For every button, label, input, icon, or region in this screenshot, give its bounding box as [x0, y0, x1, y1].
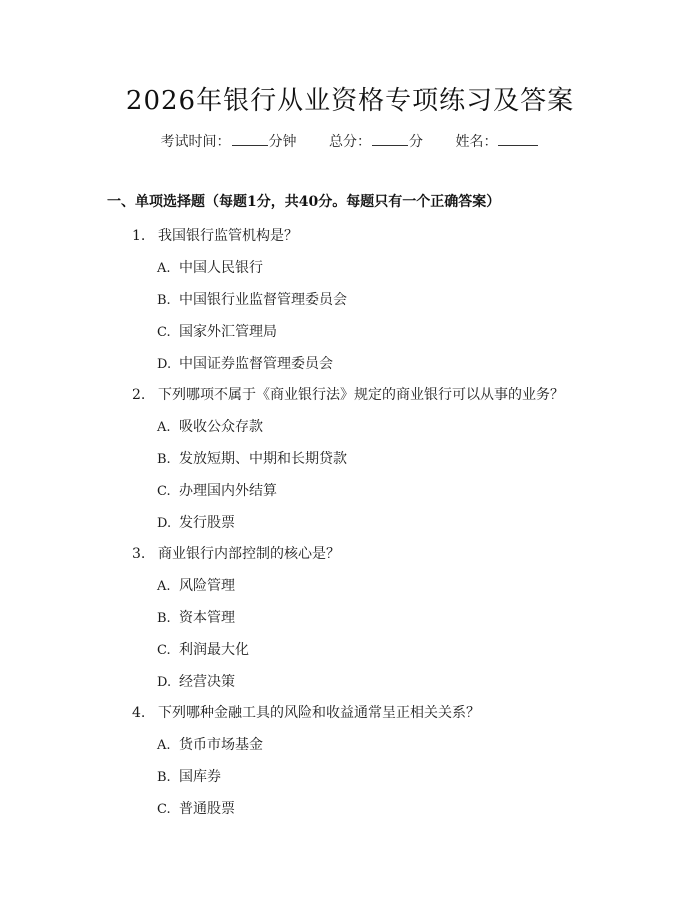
- option-text: 发放短期、中期和长期贷款: [179, 451, 347, 467]
- option-item: [157, 734, 263, 754]
- exam-time-unit: 分钟: [268, 134, 297, 150]
- exam-meta: [0, 131, 700, 151]
- question-text: 商业银行内部控制的核心是？: [158, 546, 340, 562]
- option-letter: A.: [157, 738, 171, 753]
- option-letter: A.: [157, 420, 171, 435]
- option-letter: A.: [157, 261, 171, 276]
- option-item: [157, 257, 263, 277]
- option-text: 风险管理: [179, 578, 235, 594]
- question-number: 4.: [132, 705, 146, 721]
- option-text: 普通股票: [179, 801, 235, 817]
- option-letter: B.: [157, 770, 171, 785]
- exam-time-blank: [232, 131, 268, 146]
- option-letter: C.: [157, 643, 171, 658]
- option-letter: C.: [157, 802, 171, 817]
- page-title: 2026年银行从业资格专项练习及答案: [125, 86, 575, 116]
- option-item: [157, 480, 277, 500]
- total-score-unit: 分: [409, 134, 423, 150]
- option-text: 国家外汇管理局: [179, 324, 277, 340]
- question-item: [132, 225, 298, 245]
- option-item: [157, 289, 347, 309]
- option-letter: A.: [157, 579, 171, 594]
- question-item: [132, 384, 564, 404]
- name-field: [455, 131, 539, 151]
- option-text: 资本管理: [179, 610, 235, 626]
- total-score-field: [329, 131, 423, 151]
- option-item: [157, 353, 333, 373]
- option-letter: C.: [157, 484, 171, 499]
- option-text: 中国银行业监督管理委员会: [179, 292, 347, 308]
- option-text: 国库券: [179, 769, 221, 785]
- option-letter: D.: [157, 516, 172, 531]
- total-score-label: 总分：: [329, 134, 371, 150]
- option-text: 利润最大化: [179, 642, 249, 658]
- option-item: [157, 448, 347, 468]
- exam-time-label: 考试时间：: [160, 134, 231, 150]
- name-blank: [498, 131, 538, 146]
- option-text: 经营决策: [179, 674, 235, 690]
- option-letter: B.: [157, 611, 171, 626]
- question-number: 3.: [132, 546, 146, 562]
- option-item: [157, 512, 235, 532]
- option-letter: D.: [157, 357, 172, 372]
- option-letter: C.: [157, 325, 171, 340]
- option-text: 中国人民银行: [179, 260, 263, 276]
- section-title: 一、单项选择题（每题1分，共40分。每题只有一个正确答案）: [107, 194, 501, 210]
- question-item: [132, 702, 480, 722]
- option-text: 发行股票: [179, 515, 235, 531]
- option-item: [157, 639, 249, 659]
- option-letter: D.: [157, 675, 172, 690]
- question-number: 2.: [132, 387, 146, 403]
- option-letter: B.: [157, 293, 171, 308]
- option-letter: B.: [157, 452, 171, 467]
- option-item: [157, 671, 235, 691]
- question-text: 下列哪项不属于《商业银行法》规定的商业银行可以从事的业务？: [158, 387, 564, 403]
- option-item: [157, 321, 277, 341]
- question-item: [132, 543, 340, 563]
- question-text: 下列哪种金融工具的风险和收益通常呈正相关关系？: [158, 705, 480, 721]
- question-text: 我国银行监管机构是？: [158, 228, 298, 244]
- option-item: [157, 416, 263, 436]
- option-text: 中国证券监督管理委员会: [179, 356, 333, 372]
- question-number: 1.: [132, 228, 146, 244]
- option-text: 货币市场基金: [179, 737, 263, 753]
- exam-time-field: [161, 131, 297, 151]
- option-item: [157, 798, 235, 818]
- total-score-blank: [372, 131, 408, 146]
- option-text: 吸收公众存款: [179, 419, 263, 435]
- option-text: 办理国内外结算: [179, 483, 277, 499]
- option-item: [157, 766, 221, 786]
- option-item: [157, 607, 235, 627]
- option-item: [157, 575, 235, 595]
- name-label: 姓名：: [455, 134, 498, 150]
